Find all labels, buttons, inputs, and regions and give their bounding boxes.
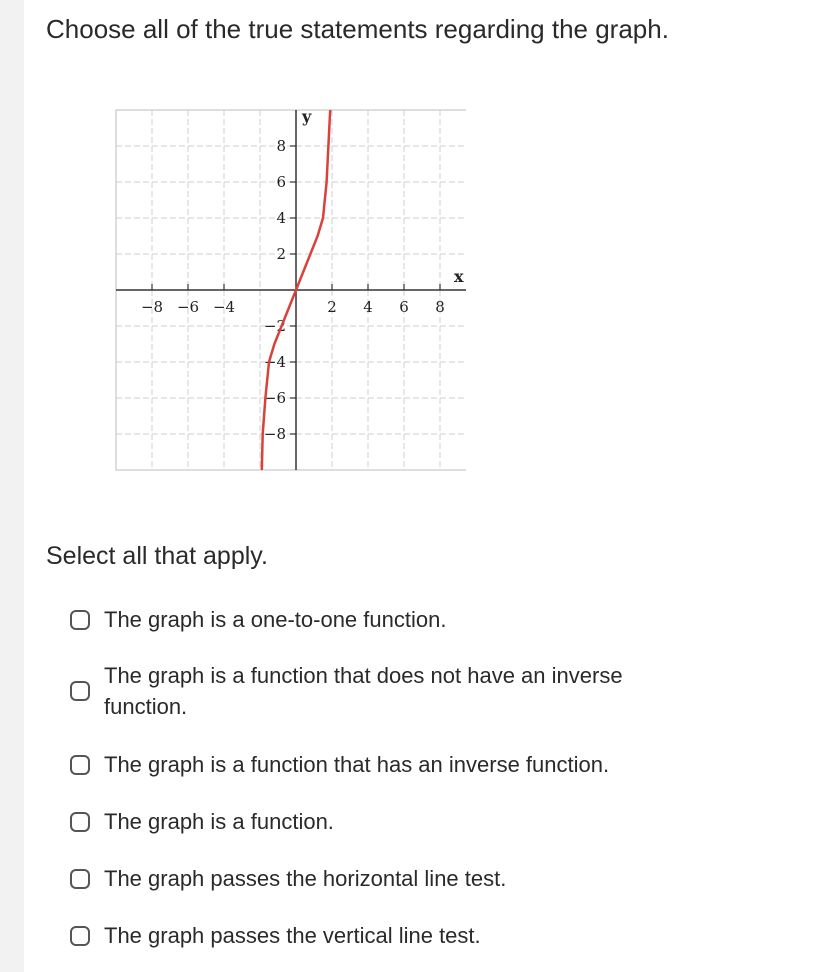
checkbox-option-5[interactable]: [70, 869, 90, 889]
x-tick-label: −8: [140, 298, 164, 316]
option-label: The graph is a function.: [104, 809, 334, 834]
option-label: The graph is a function that has an inverse function.: [104, 752, 610, 777]
y-tick-label: 2: [276, 245, 286, 263]
y-tick-label: 6: [276, 173, 286, 191]
y-tick-label: 4: [276, 209, 286, 227]
option-label: The graph passes the horizontal line test.: [104, 866, 507, 891]
y-tick-label: −6: [263, 389, 286, 407]
y-tick-label: −2: [263, 317, 286, 335]
y-tick-label: −8: [263, 425, 286, 443]
x-tick-label: 6: [399, 298, 409, 316]
option-is-function[interactable]: [70, 806, 334, 837]
option-label: The graph is a one-to-one function.: [104, 607, 447, 632]
checkbox-option-6[interactable]: [70, 926, 90, 946]
checkbox-option-4[interactable]: [70, 812, 90, 832]
graph-svg: [86, 100, 466, 480]
option-horizontal-line-test[interactable]: [70, 863, 506, 894]
x-tick-label: 2: [327, 298, 337, 316]
x-tick-label: 8: [435, 298, 445, 316]
graph: [86, 100, 466, 480]
option-one-to-one[interactable]: [70, 604, 446, 635]
x-axis-label: x: [454, 267, 464, 286]
y-tick-label: −4: [263, 353, 286, 371]
x-tick-label: 4: [363, 298, 373, 316]
y-tick-label: 8: [276, 137, 286, 155]
option-has-inverse[interactable]: [70, 749, 609, 780]
x-tick-label: −6: [176, 298, 200, 316]
question-card: [24, 0, 821, 972]
x-tick-label: −4: [212, 298, 236, 316]
y-axis-label: y: [302, 107, 312, 126]
question-text: Choose all of the true statements regarding the graph.: [46, 14, 669, 44]
checkbox-option-2[interactable]: [70, 681, 90, 701]
select-all-instruction: Select all that apply.: [46, 542, 268, 570]
option-no-inverse[interactable]: [70, 660, 670, 722]
option-label: The graph is a function that does not have an inverse function.: [104, 663, 623, 719]
checkbox-option-3[interactable]: [70, 755, 90, 775]
option-label: The graph passes the vertical line test.: [104, 923, 481, 948]
checkbox-option-1[interactable]: [70, 610, 90, 630]
option-vertical-line-test[interactable]: [70, 920, 481, 951]
